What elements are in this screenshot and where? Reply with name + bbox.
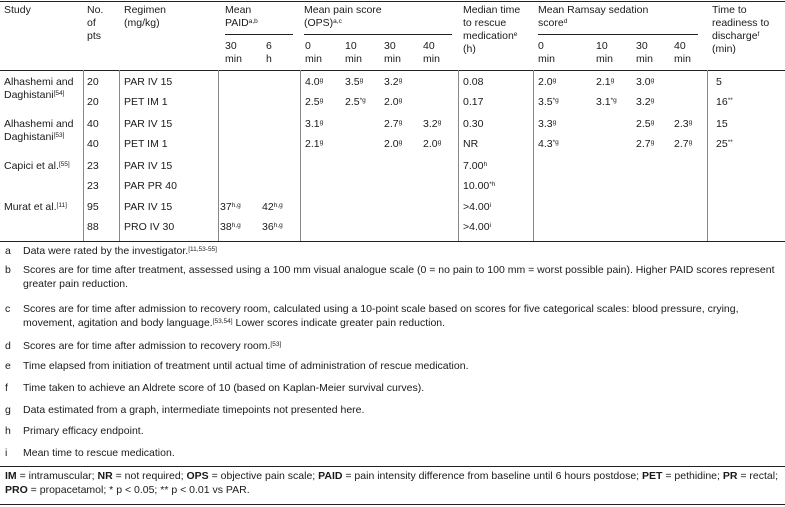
pain-time: 0 [305, 40, 311, 52]
cell-paid-6h: 36$^{h,g}$ [262, 221, 283, 233]
cell-regimen: PET IM 1 [124, 138, 168, 150]
study-name: Murat et al.[11] [4, 201, 67, 213]
footnote-letter: i [5, 447, 8, 459]
cell-median: 10.00$^{*h}$ [463, 180, 496, 192]
ramsay-time: 10 [596, 40, 608, 52]
cell-ramsay-40: 2.7$^g$ [674, 138, 693, 150]
footnote-letter: d [5, 340, 11, 352]
cell-ramsay-30: 3.0$^g$ [636, 76, 655, 88]
cell-median: 0.17 [463, 96, 484, 108]
header-no-of-pts: No. [87, 4, 104, 16]
cell-median: $>4.00^i$ [463, 201, 492, 213]
footnote-text: Data were rated by the investigator.[11,53-55] [23, 245, 217, 257]
cell-n: 40 [87, 138, 99, 150]
footnote-letter: b [5, 264, 11, 276]
cell-ramsay-30: 3.2$^g$ [636, 96, 655, 108]
cell-n: 95 [87, 201, 99, 213]
footnote-text: Mean time to rescue medication. [23, 447, 175, 459]
paid-time: min [225, 53, 242, 65]
cell-n: 23 [87, 180, 99, 192]
footnote-text: Primary efficacy endpoint. [23, 425, 144, 437]
cell-median: 7.00$^h$ [463, 160, 488, 172]
header-pain: (OPS)$^{a,c}$ [304, 17, 342, 29]
study-name: Capici et al.[55] [4, 160, 70, 172]
cell-ramsay-10: 2.1$^g$ [596, 76, 615, 88]
cell-regimen: PAR IV 15 [124, 201, 173, 213]
header-ramsay: score$^d$ [538, 17, 568, 29]
header-no-of-pts: of [87, 17, 96, 29]
cell-ramsay-0: 2.0$^g$ [538, 76, 557, 88]
header-median: medication$^e$ [463, 30, 518, 42]
column-separator [707, 70, 708, 241]
column-separator [83, 70, 84, 241]
cell-regimen: PAR PR 40 [124, 180, 177, 192]
abbreviation-term: PAID [318, 470, 343, 482]
column-separator [119, 70, 120, 241]
cell-paid-6h: 42$^{h,g}$ [262, 201, 283, 213]
pain-group-rule [304, 34, 452, 35]
footnote-text: Time taken to achieve an Aldrete score of 10 (based on Kaplan-Meier survival curves). [23, 382, 425, 394]
column-separator [458, 70, 459, 241]
footnote-letter: e [5, 360, 11, 372]
cell-ramsay-0: 3.3$^g$ [538, 118, 557, 130]
header-no-of-pts: pts [87, 30, 102, 42]
cell-n: 20 [87, 76, 99, 88]
ramsay-time: min [538, 53, 555, 65]
footnote-letter: g [5, 404, 11, 416]
footnote-text: Scores are for time after admission to recovery room, calculated using a 10-point scale based on scores for five categorical scales: blood pressure, crying, movement, agitation and body language.[53,54] Lower scores indicate greater pain reduction. [23, 303, 739, 329]
header-median: Median time [463, 4, 521, 16]
header-readiness: Time to [712, 4, 747, 16]
pain-time: 40 [423, 40, 435, 52]
column-separator [218, 70, 219, 241]
cell-ramsay-30: 2.7$^g$ [636, 138, 655, 150]
footnote-text: Time elapsed from initiation of treatment until actual time of administration of rescue medication. [23, 360, 469, 372]
cell-regimen: PRO IV 30 [124, 221, 175, 233]
header-pain: Mean pain score [304, 4, 382, 16]
cell-pain-30: 2.0$^g$ [384, 96, 403, 108]
abbreviation-definition: = propacetamol; * p < 0.05; ** p < 0.01 vs PAR. [27, 483, 250, 496]
cell-pain-0: 2.1$^g$ [305, 138, 324, 150]
cell-median: 0.30 [463, 118, 484, 130]
paid-group-rule [225, 34, 293, 35]
cell-regimen: PAR IV 15 [124, 76, 173, 88]
abbreviation-definition: = pain intensity difference from baseline until 6 hours postdose; [342, 470, 642, 482]
footnote-letter: h [5, 425, 11, 437]
header-paid: Mean [225, 4, 252, 16]
cell-ramsay-40: 2.3$^g$ [674, 118, 693, 130]
cell-regimen: PET IM 1 [124, 96, 168, 108]
cell-pain-30: 3.2$^g$ [384, 76, 403, 88]
abbreviation-definition: = intramuscular; [16, 470, 98, 482]
body-bottom-rule [0, 241, 785, 242]
paid-time: 30 [225, 40, 237, 52]
pain-time: min [423, 53, 440, 65]
header-paid: PAID$^{a,b}$ [225, 17, 258, 29]
ramsay-time: 40 [674, 40, 686, 52]
header-readiness: discharge$^f$ [712, 30, 760, 42]
footnote-text: Scores are for time after admission to recovery room.[53] [23, 340, 282, 352]
cell-pain-40: 3.2$^g$ [423, 118, 442, 130]
cell-ramsay-0: 3.5$^{*g}$ [538, 96, 559, 108]
header-median: to rescue [463, 17, 507, 29]
paid-time: h [266, 53, 272, 65]
cell-median: NR [463, 138, 479, 150]
table-bottom-rule [0, 504, 785, 505]
paid-time: 6 [266, 40, 272, 52]
column-separator [533, 70, 534, 241]
ramsay-time: min [596, 53, 613, 65]
abbreviation-term: PET [642, 470, 663, 482]
footnote-letter: a [5, 245, 11, 257]
abbreviation-term: NR [97, 470, 113, 482]
abbreviation-definition: = objective pain scale; [208, 470, 319, 482]
header-ramsay: Mean Ramsay sedation [538, 4, 649, 16]
cell-paid-30min: 38$^{h,g}$ [220, 221, 241, 233]
abbreviation-term: PR [722, 470, 738, 482]
study-name: Alhashemi and [4, 76, 74, 88]
ramsay-time: 0 [538, 40, 544, 52]
cell-n: 40 [87, 118, 99, 130]
cell-pain-0: 2.5$^g$ [305, 96, 324, 108]
column-separator [300, 70, 301, 241]
study-name: Daghistani[53] [4, 131, 65, 143]
header-regimen: Regimen [124, 4, 167, 16]
pain-time: min [384, 53, 401, 65]
study-name: Daghistani[54] [4, 89, 65, 101]
pain-time: min [345, 53, 362, 65]
abbreviation-term: IM [5, 470, 17, 482]
footnote-letter: c [5, 303, 11, 315]
cell-pain-40: 2.0$^g$ [423, 138, 442, 150]
study-name: Alhashemi and [4, 118, 74, 130]
abbreviation-definition: = pethidine; [662, 470, 723, 482]
cell-readiness: 25** [716, 138, 733, 150]
cell-pain-10: 2.5$^{*g}$ [345, 96, 366, 108]
header-median: (h) [463, 43, 476, 55]
footnote-text: Scores are for time after treatment, assessed using a 100 mm visual analogue scale (0 = no pain to 100 mm = worst possible pain). Higher PAID scores represent greater pain reduction. [23, 264, 775, 290]
ramsay-time: min [636, 53, 653, 65]
abbreviations [5, 470, 780, 497]
ramsay-group-rule [538, 34, 698, 35]
cell-regimen: PAR IV 15 [124, 160, 173, 172]
cell-readiness: 16** [716, 96, 733, 108]
cell-readiness: 15 [716, 118, 728, 130]
cell-pain-0: 4.0$^g$ [305, 76, 324, 88]
cell-median: $>4.00^i$ [463, 221, 492, 233]
table-top-rule [0, 1, 785, 2]
cell-pain-10: 3.5$^g$ [345, 76, 364, 88]
cell-ramsay-0: 4.3$^{*g}$ [538, 138, 559, 150]
cell-ramsay-10: 3.1$^{*g}$ [596, 96, 617, 108]
cell-n: 88 [87, 221, 99, 233]
cell-regimen: PAR IV 15 [124, 118, 173, 130]
cell-pain-30: 2.0$^g$ [384, 138, 403, 150]
header-bottom-rule [0, 70, 785, 71]
abbreviation-definition: = rectal; [737, 470, 778, 482]
header-readiness: readiness to [712, 17, 770, 29]
ramsay-time: 30 [636, 40, 648, 52]
cell-n: 23 [87, 160, 99, 172]
abbreviation-term: OPS [186, 470, 209, 482]
cell-paid-30min: 37$^{h,g}$ [220, 201, 241, 213]
cell-pain-30: 2.7$^g$ [384, 118, 403, 130]
abbreviation-definition: = not required; [112, 470, 187, 482]
cell-median: 0.08 [463, 76, 484, 88]
footnote-text: Data estimated from a graph, intermediate timepoints not presented here. [23, 404, 365, 416]
header-regimen: (mg/kg) [124, 17, 160, 29]
pain-time: min [305, 53, 322, 65]
header-readiness: (min) [712, 43, 736, 55]
footnote-divider [0, 466, 785, 467]
abbreviation-term: PRO [5, 483, 28, 496]
cell-readiness: 5 [716, 76, 722, 88]
ramsay-time: min [674, 53, 691, 65]
header-study: Study [4, 4, 31, 16]
cell-pain-0: 3.1$^g$ [305, 118, 324, 130]
pain-time: 30 [384, 40, 396, 52]
footnote-letter: f [5, 382, 8, 394]
cell-ramsay-30: 2.5$^g$ [636, 118, 655, 130]
pain-time: 10 [345, 40, 357, 52]
cell-n: 20 [87, 96, 99, 108]
